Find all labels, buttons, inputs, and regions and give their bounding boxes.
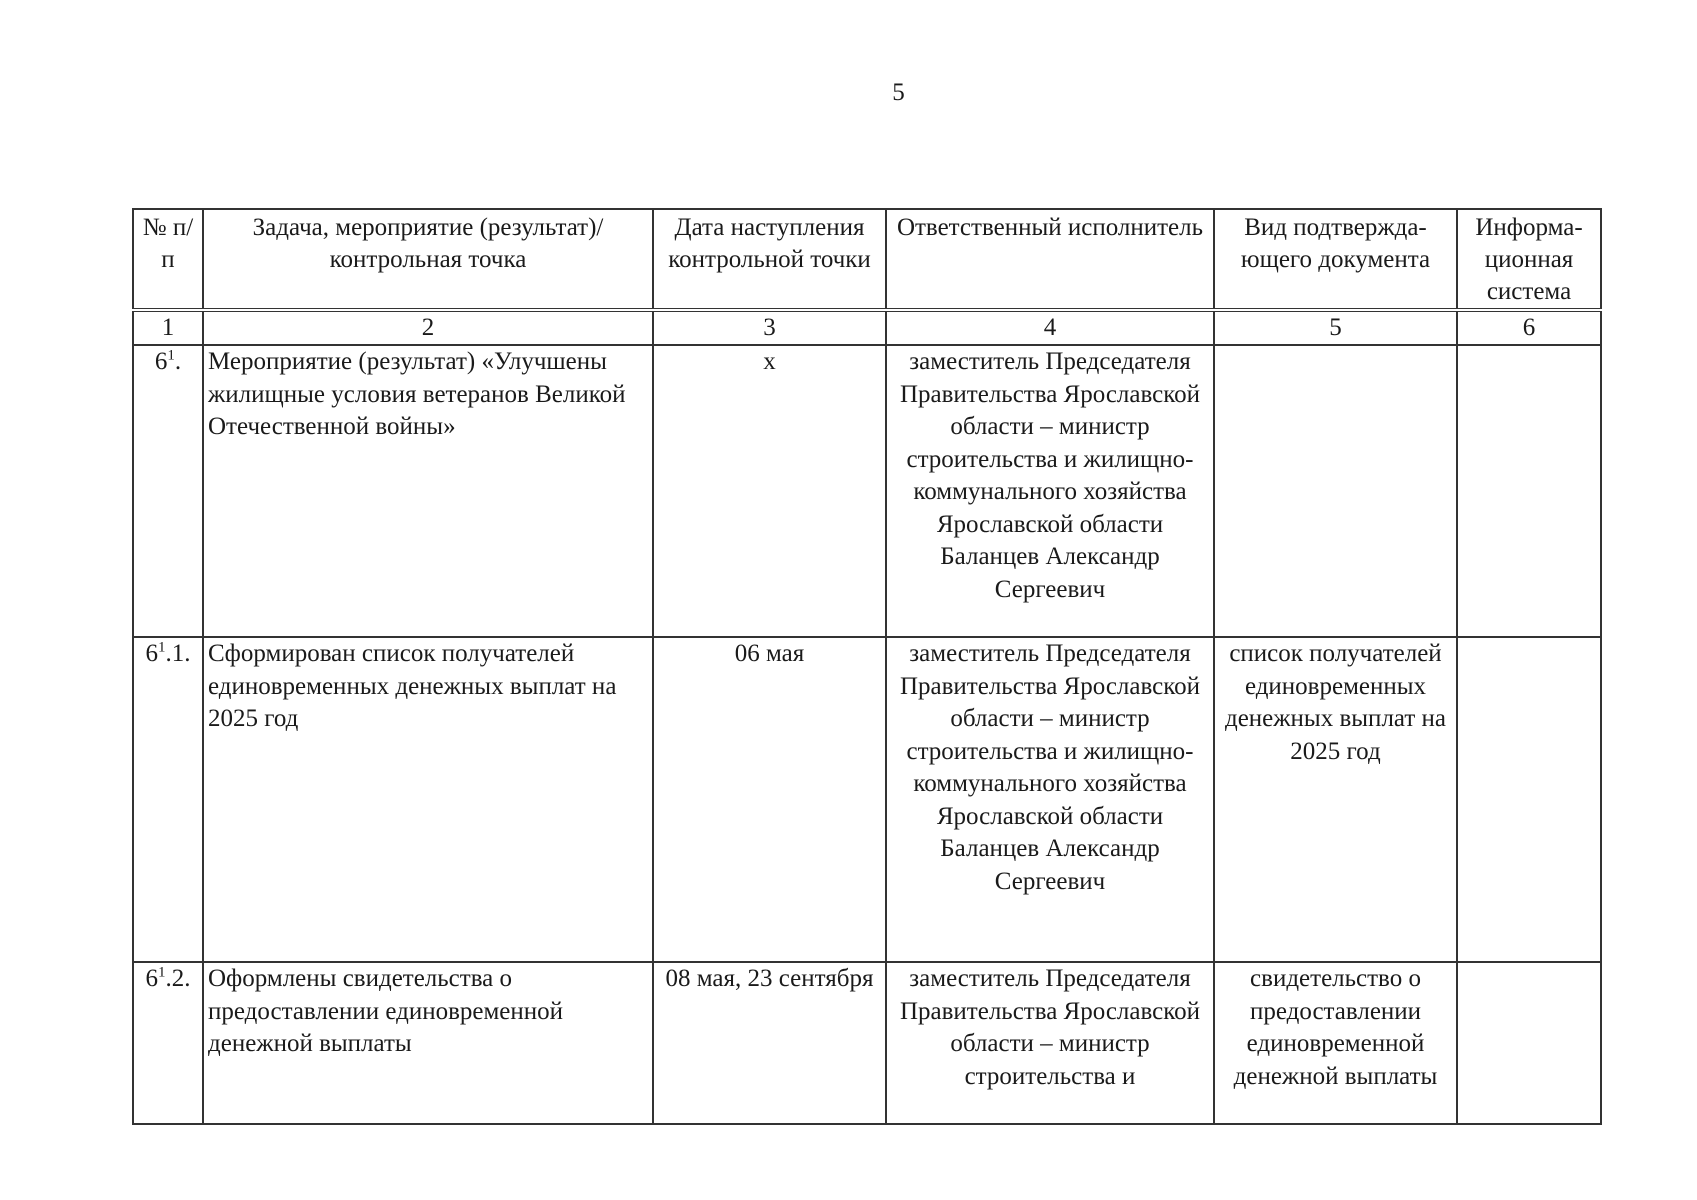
column-number: 5	[1214, 310, 1457, 345]
row-number: $6^1.1$.	[133, 637, 203, 962]
column-number: 2	[203, 310, 653, 345]
responsible-cell: заместитель Председателя Правительства Ярославской области – министр строительства и жилищно-коммунального хозяйства Ярославской области Баланцев Александр Сергеевич	[886, 637, 1214, 962]
task-cell: Мероприятие (результат) «Улучшены жилищные условия ветеранов Великой Отечественной войны»	[203, 345, 653, 637]
system-cell	[1457, 962, 1601, 1124]
table-row	[133, 345, 1601, 637]
header-task: Задача, мероприятие (результат)/ контрольная точка	[203, 209, 653, 310]
row-number: $6^1$.	[133, 345, 203, 637]
table-row	[133, 962, 1601, 1124]
column-number: 6	[1457, 310, 1601, 345]
column-number: 1	[133, 310, 203, 345]
header-document: Вид подтвержда-ющего документа	[1214, 209, 1457, 310]
system-cell	[1457, 345, 1601, 637]
page-number: 5	[892, 79, 905, 106]
task-cell: Сформирован список получателей единовременных денежных выплат на 2025 год	[203, 637, 653, 962]
header-row	[133, 209, 1601, 310]
document-cell: список получателей единовременных денежных выплат на 2025 год	[1214, 637, 1457, 962]
date-cell: 08 мая, 23 сентября	[653, 962, 886, 1124]
task-cell: Оформлены свидетельства о предоставлении единовременной денежной выплаты	[203, 962, 653, 1124]
date-cell: 06 мая	[653, 637, 886, 962]
row-number: $6^1.2$.	[133, 962, 203, 1124]
document-cell: свидетельство о предоставлении единовременной денежной выплаты	[1214, 962, 1457, 1124]
system-cell	[1457, 637, 1601, 962]
control-points-table	[132, 208, 1602, 1125]
header-responsible: Ответственный исполнитель	[886, 209, 1214, 310]
header-number: № п/п	[133, 209, 203, 310]
column-number: 4	[886, 310, 1214, 345]
column-number-row	[133, 310, 1601, 345]
header-date: Дата наступления контрольной точки	[653, 209, 886, 310]
table-row	[133, 637, 1601, 962]
document-cell	[1214, 345, 1457, 637]
responsible-cell: заместитель Председателя Правительства Ярославской области – министр строительства и	[886, 962, 1214, 1124]
date-cell: х	[653, 345, 886, 637]
column-number: 3	[653, 310, 886, 345]
responsible-cell: заместитель Председателя Правительства Ярославской области – министр строительства и жилищно-коммунального хозяйства Ярославской области Баланцев Александр Сергеевич	[886, 345, 1214, 637]
header-system: Информа-ционная система	[1457, 209, 1601, 310]
